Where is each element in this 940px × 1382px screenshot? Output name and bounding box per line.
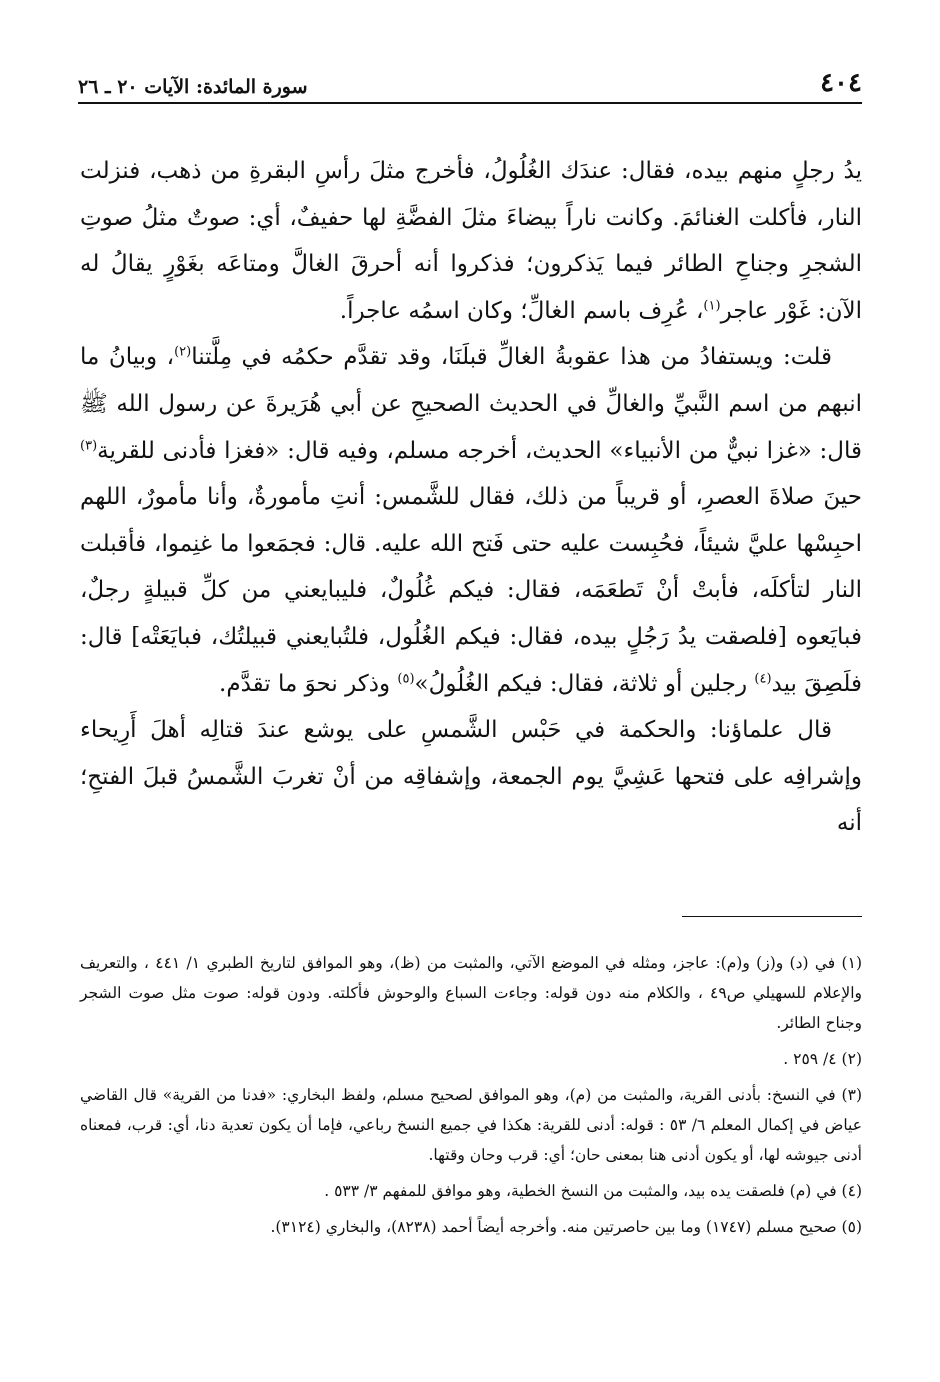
- main-text: [80, 148, 862, 847]
- paragraph-3: [80, 707, 862, 847]
- paragraph-2-part-b: حينَ صلاةَ العصرِ، أو قريباً من ذلك، فقال للشَّمس: أنتِ مأمورةٌ، وأنا مأمورٌ، اللهم احبِسْها عليَّ شيئاً، فحُبِست عليه حتى فَتح الله عليه. قال: فجمَعوا ما غنِموا، فأقبلت النار لتأكلَه، فأبتْ أنْ تَطعَمَه، فقال: فيكم غُلُولٌ، فليبايعني من كلِّ قبيلةٍ رجلٌ، فبايَعوه [فلصقت يدُ رَجُلٍ بيده، فقال: فيكم الغُلُول، فلتُبايعني قبيلتُك، فبايَعَتْه] قال: فلَصِقَ بيد: [80, 484, 862, 697]
- footnote-2: [80, 1044, 862, 1074]
- footnote-separator: [682, 916, 862, 917]
- footnote-text: ٤/ ٢٥٩ .: [783, 1050, 837, 1068]
- footnote-ref-5[interactable]: (٥): [397, 670, 415, 686]
- footnote-number: (٢): [841, 1050, 862, 1068]
- footnote-text: في (م) فلصقت يده بيد، والمثبت من النسخ الخطية، وهو موافق للمفهم ٣/ ٥٣٣ .: [324, 1182, 837, 1200]
- footnote-ref-2[interactable]: (٢): [174, 344, 192, 360]
- footnote-5: [80, 1212, 862, 1242]
- footnote-ref-1[interactable]: (١): [703, 298, 721, 314]
- footnote-1: [80, 948, 862, 1038]
- footnote-number: (٥): [841, 1218, 862, 1236]
- paragraph-2-part-d: وذكر نحوَ ما تقدَّم.: [219, 670, 398, 697]
- paragraph-2-part-a: ، وبيانُ ما انبهم من اسم النَّبيِّ والغالِّ في الحديث الصحيحِ عن أبي هُرَيرةَ عن رسول الله ﷺ قال: «غزا نبيٌّ من الأنبياء» الحديث، أخرجه مسلم، وفيه قال: «فغزا فأدنى للقرية: [80, 344, 862, 464]
- running-head: [78, 68, 862, 104]
- paragraph-1-tail: ، عُرِف باسم الغالِّ؛ وكان اسمُه عاجراً.: [339, 297, 704, 324]
- footnote-4: [80, 1176, 862, 1206]
- footnote-number: (٣): [841, 1086, 862, 1104]
- footnote-text: في النسخ: بأدنى القرية، والمثبت من (م)، وهو الموافق لصحيح مسلم، ولفظ البخاري: «فدنا من القرية» قال القاضي عياض في إكمال المعلم ٦/ ٥٣ : قوله: أدنى للقرية: هكذا في جميع النسخ رباعي، فإما أن يكون تعدية دنا، أي: قرب، فمعناه أدنى جيوشه لها، أو يكون أدنى هنا بمعنى حان؛ أي: قرب وحان وقتها.: [80, 1086, 862, 1164]
- footnote-ref-4[interactable]: (٤): [754, 670, 772, 686]
- footnote-3: [80, 1080, 862, 1170]
- page-number: ٤٠٤: [820, 68, 862, 98]
- footnote-number: (٤): [841, 1182, 862, 1200]
- footnotes: [80, 948, 862, 1248]
- footnote-number: (١): [841, 954, 862, 972]
- footnote-text: في (د) و(ز) و(م): عاجز، ومثله في الموضع الآتي، والمثبت من (ظ)، وهو الموافق لتاريخ الطبري ١/ ٤٤١ ، والتعريف والإعلام للسهيلي ص٤٩ ، والكلام منه دون قوله: وجاءت السباع والوحوش فأكلته. ودون قوله: صوت مثل صوت الشجر وجناح الطائر.: [80, 954, 862, 1032]
- paragraph-1-text: يدُ رجلٍ منهم بيده، فقال: عندَك الغُلُولُ، فأخرج مثلَ رأسِ البقرةِ من ذهب، فنزلت النار، فأكلت الغنائمَ. وكانت ناراً بيضاءَ مثلَ الفضَّةِ لها حفيفٌ، أي: صوتٌ مثلُ صوتِ الشجرِ وجناحِ الطائر فيما يَذكرون؛ فذكروا أنه أحرقَ الغالَّ ومتاعَه بغَوْرٍ يقالُ له الآن: غَوْر عاجر: [80, 158, 862, 324]
- paragraph-2-part-c: رجلين أو ثلاثة، فقال: فيكم الغُلُولُ»: [414, 670, 755, 697]
- paragraph-3-text: قال علماؤنا: والحكمة في حَبْس الشَّمسِ على يوشع عندَ قتالِه أهلَ أَرِيحاء وإشرافِه على فتحها عَشِيَّ يوم الجمعة، وإشفاقِه من أنْ تغربَ الشَّمسُ قبلَ الفتحِ؛ أنه: [80, 717, 862, 837]
- paragraph-2: [80, 334, 862, 707]
- paragraph-2-text: قلت: ويستفادُ من هذا عقوبةُ الغالِّ قبلَنَا، وقد تقدَّم حكمُه في مِلَّتنا: [191, 344, 832, 371]
- paragraph-1: [80, 148, 862, 334]
- footnote-text: صحيح مسلم (١٧٤٧) وما بين حاصرتين منه. وأخرجه أيضاً أحمد (٨٢٣٨)، والبخاري (٣١٢٤).: [270, 1218, 837, 1236]
- footnote-ref-3[interactable]: (٣): [80, 437, 98, 453]
- running-title: سورة المائدة: الآيات ٢٠ ـ ٢٦: [78, 76, 308, 98]
